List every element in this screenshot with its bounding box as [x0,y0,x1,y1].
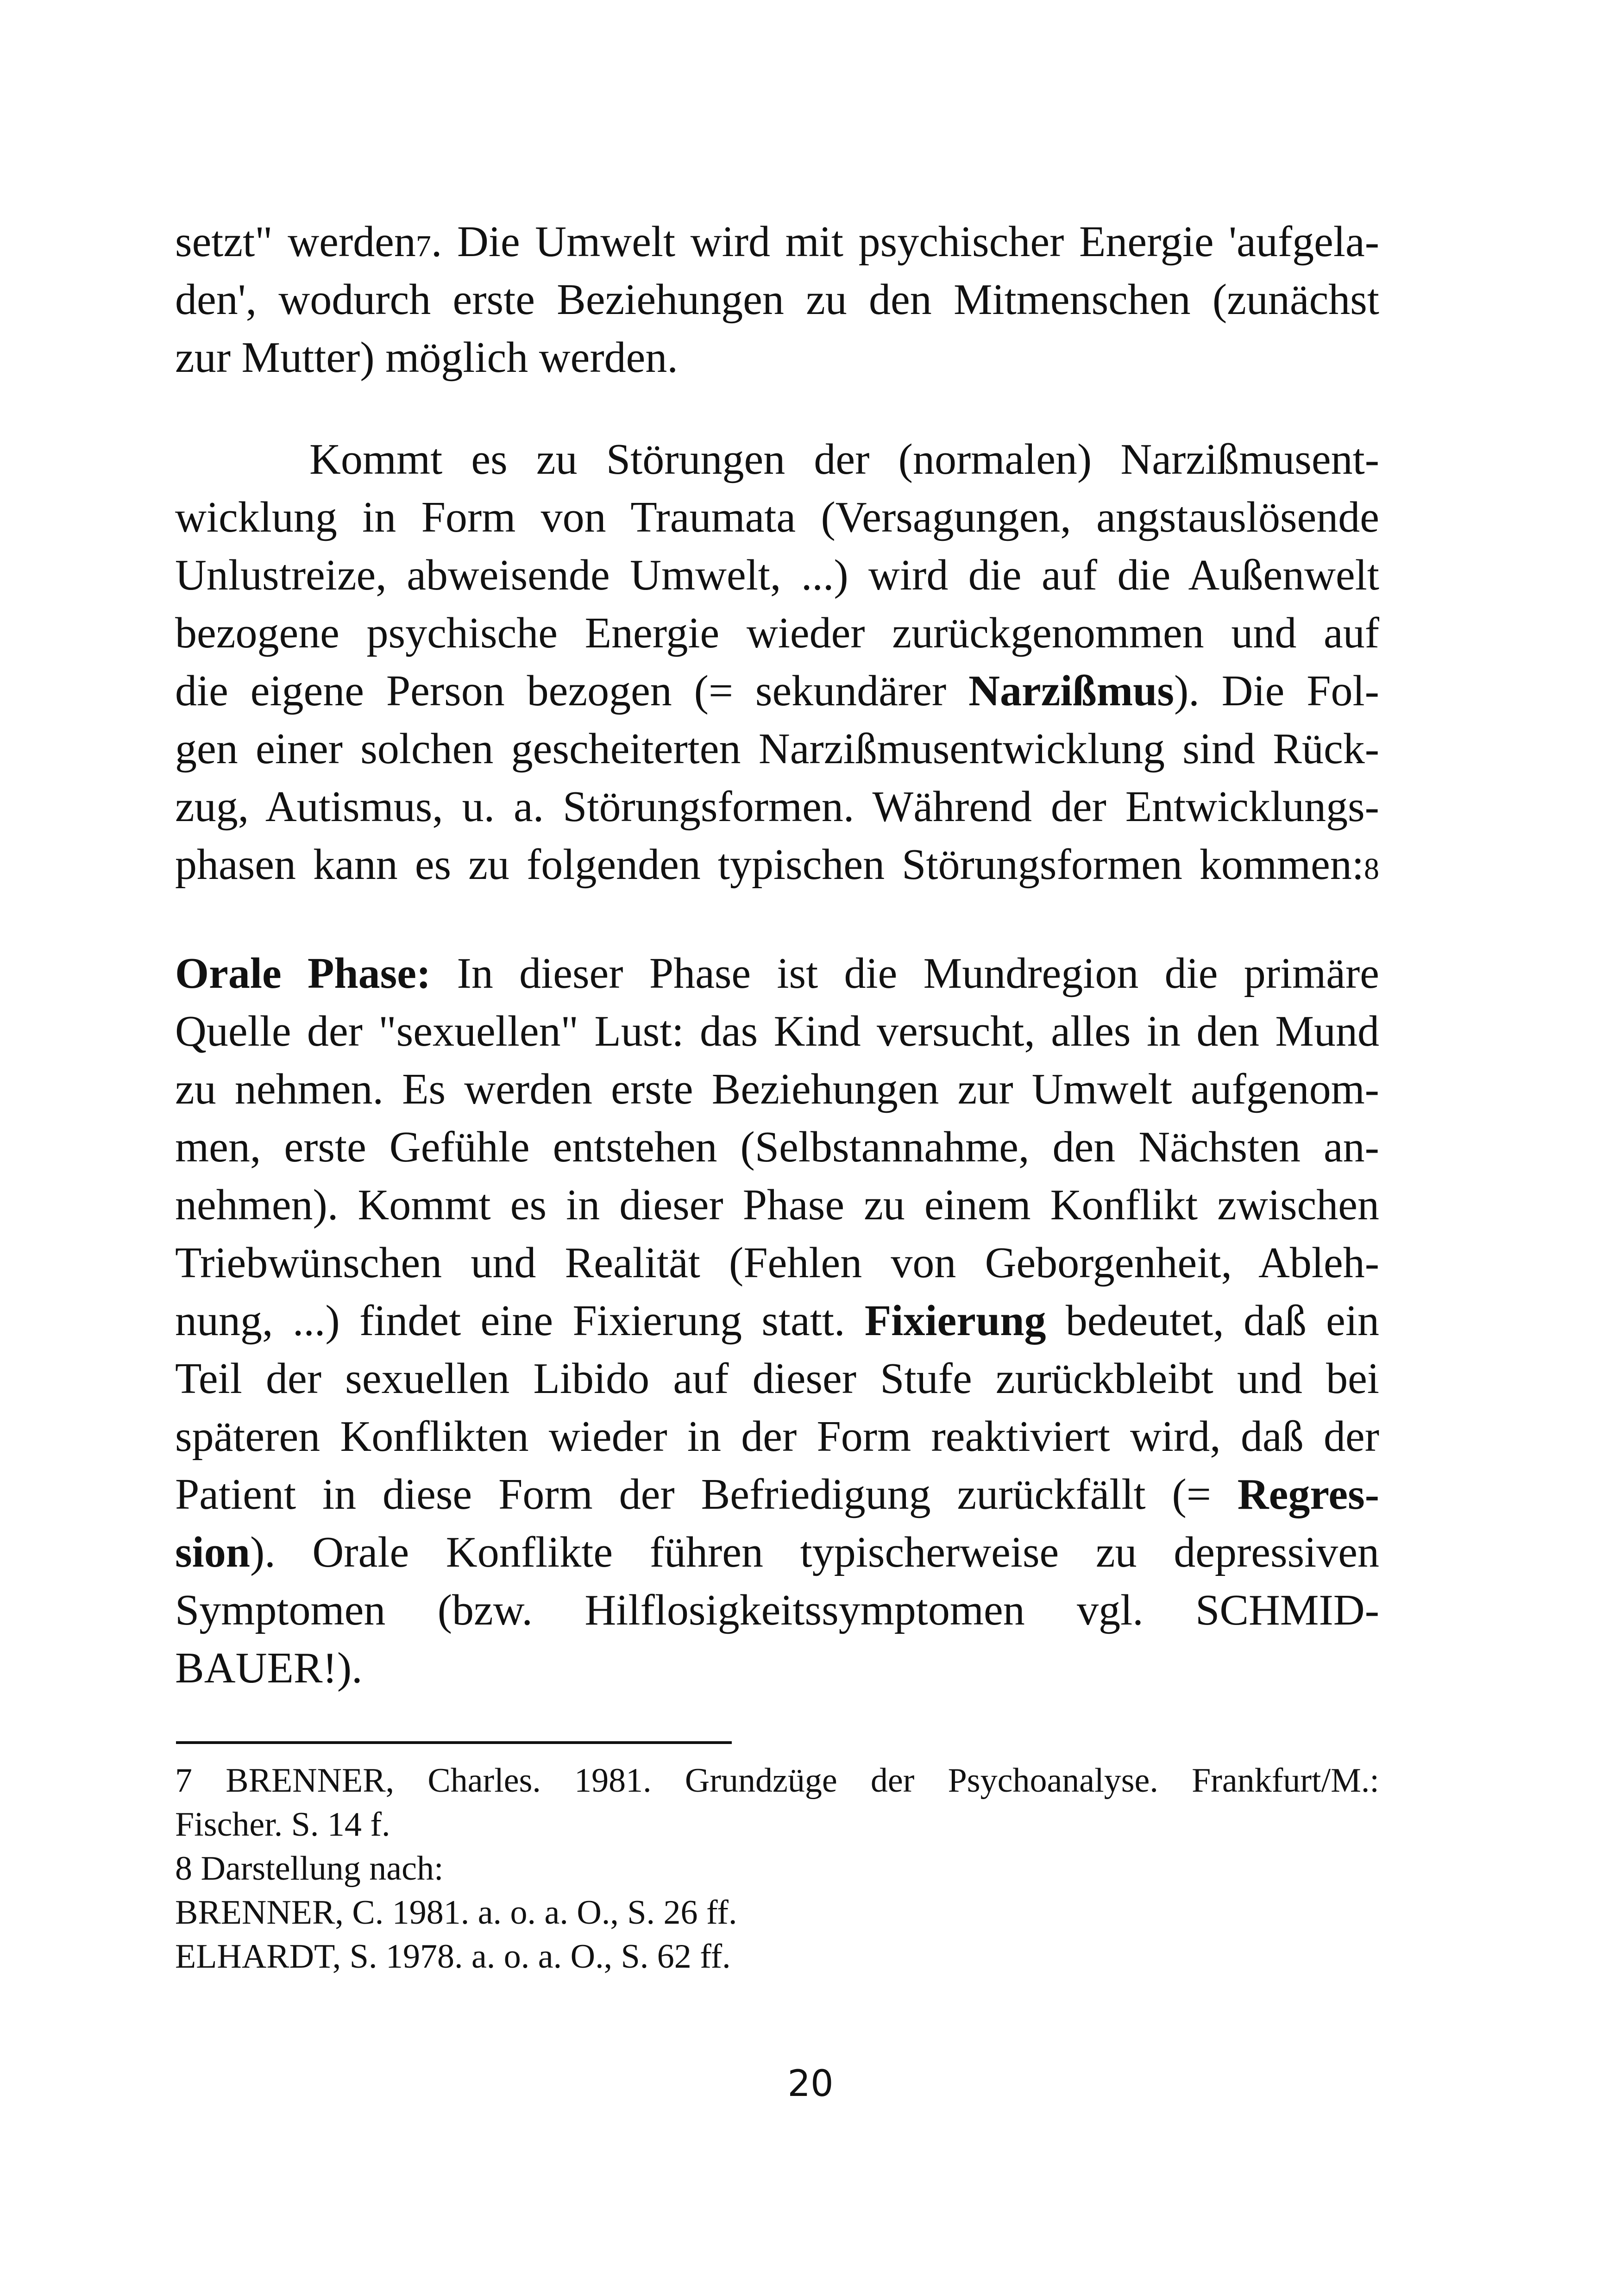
text-line: BAUER!). [175,1644,363,1692]
text-line: späteren Konflikten wieder in der Form reaktiviert wird, daß der [175,1412,1379,1461]
text-line: nung, ...) findet eine Fixierung statt. Fixierung bedeutet, daß ein [175,1297,1379,1345]
text-line: die eigene Person bezogen (= sekundärer Narzißmus). Die Fol- [175,667,1379,715]
term-narzissmus: Narzißmus [968,667,1174,715]
paragraph-1 [175,213,1379,387]
text-line: Teil der sexuellen Libido auf dieser Stufe zurückbleibt und bei [175,1355,1379,1403]
text-line: Quelle der "sexuellen" Lust: das Kind versucht, alles in den Mund [175,1007,1379,1055]
footnote-reference-7[interactable]: 7 [415,229,431,263]
paragraph-2 [175,431,1379,894]
term-regression-part1: Regres- [1237,1470,1379,1518]
text-line: Symptomen (bzw. Hilflosigkeitssymptomen vgl. SCHMID- [175,1586,1379,1634]
term-fixierung: Fixierung [864,1297,1046,1345]
text-line: Patient in diese Form der Befriedigung zurückfällt (= Regres- [175,1470,1379,1518]
text-line: wicklung in Form von Traumata (Versagungen, angstauslösende [175,493,1379,541]
footnote-7-line: Fischer. S. 14 f. [175,1806,390,1844]
text-line: sion). Orale Konflikte führen typischerweise zu depressiven [175,1528,1379,1576]
text-line: setzt" werden7. Die Umwelt wird mit psychischer Energie 'aufgela- [175,218,1379,266]
text-line: Triebwünschen und Realität (Fehlen von Geborgenheit, Ableh- [175,1239,1379,1287]
text-line: Kommt es zu Störungen der (normalen) Narzißmusent- [309,435,1379,483]
term-regression-part2: sion [175,1528,250,1576]
text-line: Unlustreize, abweisende Umwelt, ...) wird die auf die Außenwelt [175,551,1379,599]
text-line: zug, Autismus, u. a. Störungsformen. Während der Entwicklungs- [175,783,1379,831]
paragraph-3 [175,945,1379,1697]
text-line: gen einer solchen gescheiterten Narzißmusentwicklung sind Rück- [175,725,1379,773]
text-line: phasen kann es zu folgenden typischen Störungsformen kommen:8 [175,841,1379,889]
footnote-8-line: 8 Darstellung nach: [175,1850,444,1888]
text-line: nehmen). Kommt es in dieser Phase zu einem Konflikt zwischen [175,1181,1379,1229]
footnotes [175,1759,1379,1979]
text-line: Orale Phase: In dieser Phase ist die Mundregion die primäre [175,949,1379,997]
footnote-8-line: BRENNER, C. 1981. a. o. a. O., S. 26 ff. [175,1894,737,1932]
text-line: bezogene psychische Energie wieder zurückgenommen und auf [175,609,1379,657]
text-line: zu nehmen. Es werden erste Beziehungen zur Umwelt aufgenom- [175,1065,1379,1113]
footnote-8-line: ELHARDT, S. 1978. a. o. a. O., S. 62 ff. [175,1938,731,1976]
text-line: den', wodurch erste Beziehungen zu den Mitmenschen (zunächst [175,276,1379,324]
page-number: 20 [787,2063,834,2105]
text-line: zur Mutter) möglich werden. [175,333,678,382]
footnote-separator [176,1741,732,1744]
footnote-7-line: 7 BRENNER, Charles. 1981. Grundzüge der Psychoanalyse. Frankfurt/M.: [175,1762,1379,1800]
text-line: men, erste Gefühle entstehen (Selbstannahme, den Nächsten an- [175,1123,1379,1171]
heading-orale-phase: Orale Phase: [175,949,431,997]
footnote-reference-8[interactable]: 8 [1364,852,1379,886]
